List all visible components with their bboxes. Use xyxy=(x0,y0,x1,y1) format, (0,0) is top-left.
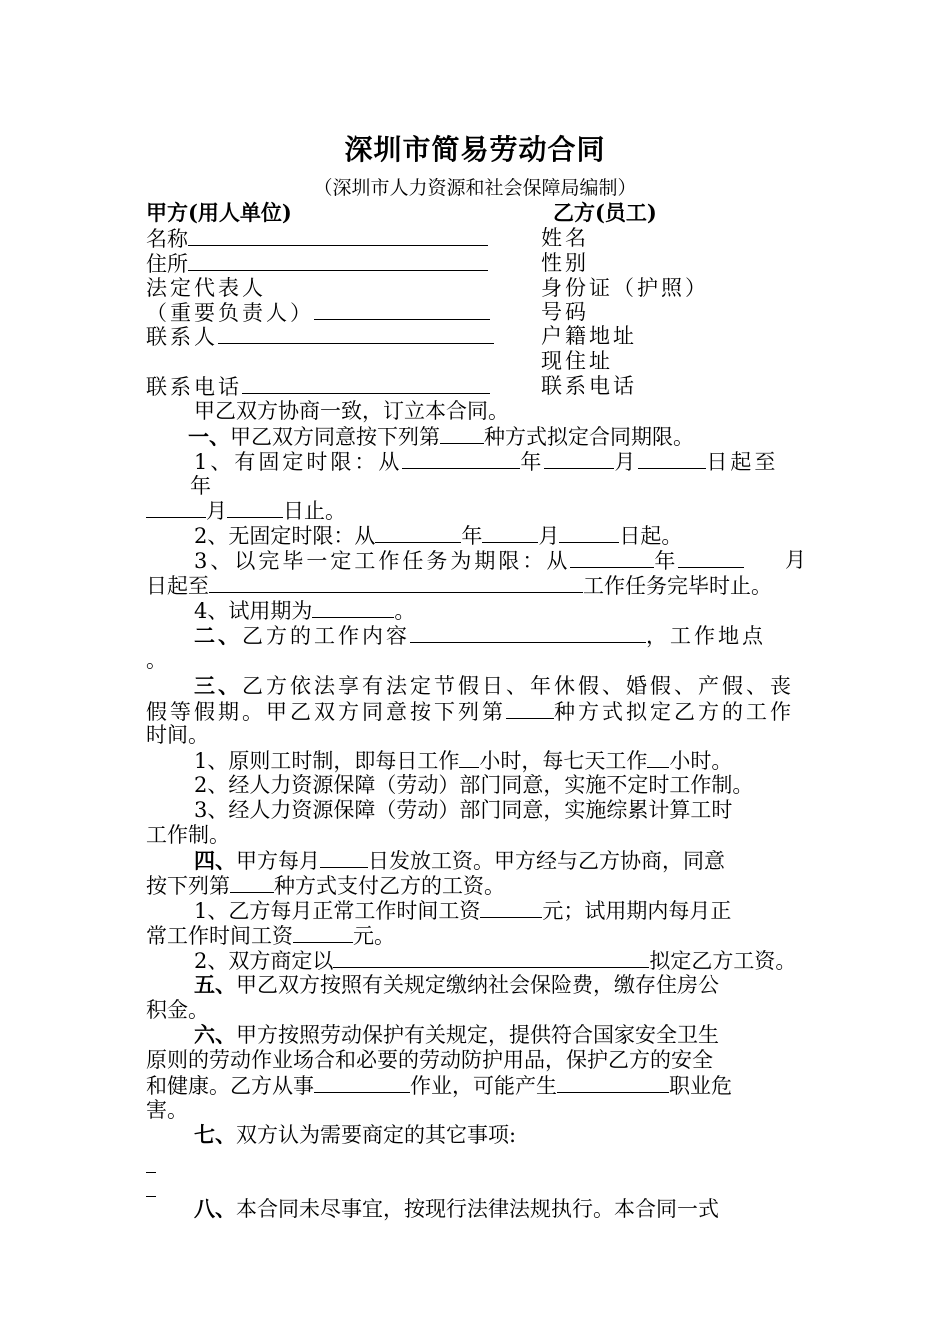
open-from-year-field[interactable] xyxy=(375,522,461,543)
section-6-line-4: 害。 xyxy=(146,1098,188,1122)
party-a-address-row xyxy=(146,250,488,277)
probation-wage-field[interactable] xyxy=(293,922,353,943)
fixed-to-day-field[interactable] xyxy=(227,497,283,518)
fixed-to-year-label: 年 xyxy=(190,474,211,498)
fixed-from-month-field[interactable] xyxy=(544,448,614,469)
party-b-heading: 乙方(员工) xyxy=(553,200,657,225)
section-3-item-1: 1、原则工时制，即每日工作 小时，每七天工作 小时。 xyxy=(194,749,733,773)
task-from-month-field[interactable] xyxy=(678,547,744,568)
section-6-line-3: 和健康。乙方从事 作业，可能产生 职业危 xyxy=(146,1074,732,1098)
party-a-phone-field[interactable] xyxy=(242,373,490,394)
section-1-item-4: 4、试用期为 。 xyxy=(194,599,416,623)
party-a-contact-row xyxy=(146,323,494,350)
party-a-name-row xyxy=(146,225,488,252)
section-1-item-3: 3、以完毕一定工作任务为期限：从 年 xyxy=(194,547,744,574)
section-3-item-3-end: 工作制。 xyxy=(146,823,230,847)
party-b-gender-label: 性别 xyxy=(541,251,589,275)
party-a-phone-label: 联系电话 xyxy=(146,375,242,399)
party-a-principal-row xyxy=(146,299,490,326)
section-1-item-2: 2、无固定时限：从 年 月 日起。 xyxy=(194,524,683,548)
task-from-year-field[interactable] xyxy=(570,547,654,568)
party-a-contact-field[interactable] xyxy=(218,323,494,344)
section-6-heading: 六、甲方按照劳动保护有关规定，提供符合国家安全卫生 xyxy=(194,1022,719,1047)
open-from-month-field[interactable] xyxy=(482,522,538,543)
section-1-item-3-end: 日起至 工作任务完毕时止。 xyxy=(146,574,772,598)
section-5-line-2: 积金。 xyxy=(146,998,209,1022)
section-4-item-2: 2、双方商定以 拟定乙方工资。 xyxy=(194,949,797,973)
party-a-phone-row xyxy=(146,373,490,400)
section-1-item-1: 1、有固定时限：从 年 月 日起至 xyxy=(194,450,779,474)
party-a-address-field[interactable] xyxy=(188,250,488,271)
party-b-name-label: 姓名 xyxy=(541,226,589,250)
party-a-heading: 甲方(用人单位) xyxy=(146,200,292,225)
party-a-address-label: 住所 xyxy=(146,252,188,276)
fixed-to-month-field[interactable] xyxy=(146,497,206,518)
intro-text: 甲乙双方协商一致，订立本合同。 xyxy=(194,399,509,423)
probation-field[interactable] xyxy=(312,597,394,618)
fixed-from-day-field[interactable] xyxy=(638,448,706,469)
other-matters-line-1[interactable] xyxy=(146,1152,156,1179)
term-choice-field[interactable] xyxy=(440,423,484,444)
hours-choice-field[interactable] xyxy=(506,698,554,719)
section-3-item-3: 3、经人力资源保障（劳动）部门同意，实施综累计算工时 xyxy=(194,798,733,822)
section-3-line-3: 时间。 xyxy=(146,723,209,747)
section-3-item-2: 2、经人力资源保障（劳动）部门同意，实施不定时工作制。 xyxy=(194,773,754,797)
section-8-heading: 八、本合同未尽事宜，按现行法律法规执行。本合同一式 xyxy=(194,1196,719,1221)
wage-basis-field[interactable] xyxy=(333,947,649,968)
section-7-heading: 七、双方认为需要商定的其它事项: xyxy=(194,1122,517,1147)
other-matters-line-2[interactable] xyxy=(146,1176,156,1203)
work-type-field[interactable] xyxy=(314,1072,410,1093)
task-description-field[interactable] xyxy=(209,572,583,593)
daily-hours-field[interactable] xyxy=(459,747,479,768)
party-a-principal-field[interactable] xyxy=(314,299,490,320)
party-a-legal-rep-label: 法定代表人 xyxy=(146,276,266,300)
pay-method-field[interactable] xyxy=(230,872,274,893)
party-a-name-label: 名称 xyxy=(146,227,188,251)
section-6-line-2: 原则的劳动作业场合和必要的劳动防护用品，保护乙方的安全 xyxy=(146,1048,713,1072)
job-content-field[interactable] xyxy=(410,622,646,643)
party-b-hukou-label: 户籍地址 xyxy=(541,324,637,348)
section-4-line-2: 按下列第 种方式支付乙方的工资。 xyxy=(146,874,505,898)
hazard-field[interactable] xyxy=(557,1072,669,1093)
party-a-contact-label: 联系人 xyxy=(146,325,218,349)
payday-field[interactable] xyxy=(320,847,368,868)
section-4-heading: 四、甲方每月 日发放工资。甲方经与乙方协商，同意 xyxy=(194,848,725,873)
section-1-item-1-end: 月 日止。 xyxy=(146,497,346,524)
section-2-heading: 二、乙方的工作内容 ，工作地点 xyxy=(194,623,766,648)
section-3-line-2: 假等假期。甲乙双方同意按下列第 种方式拟定乙方的工作 xyxy=(146,700,794,724)
party-a-name-field[interactable] xyxy=(188,225,488,246)
section-2-end: 。 xyxy=(146,648,167,672)
party-a-principal-label: （重要负责人） xyxy=(146,301,314,325)
party-b-id-label: 身份证（护照） xyxy=(541,276,709,300)
task-from-month-label: 月 xyxy=(785,548,806,572)
page-subtitle: （深圳市人力资源和社会保障局编制） xyxy=(313,177,637,199)
open-from-day-field[interactable] xyxy=(559,522,619,543)
section-4-item-1-end: 常工作时间工资 元。 xyxy=(146,924,395,948)
section-3-heading: 三、乙方依法享有法定节假日、年休假、婚假、产假、丧 xyxy=(194,673,794,698)
monthly-wage-field[interactable] xyxy=(480,897,542,918)
section-1-heading: 一、甲乙双方同意按下列第 种方式拟定合同期限。 xyxy=(188,424,694,449)
party-b-phone-label: 联系电话 xyxy=(541,374,637,398)
party-b-number-label: 号码 xyxy=(541,300,589,324)
party-b-residence-label: 现住址 xyxy=(541,349,613,373)
fixed-from-year-field[interactable] xyxy=(402,448,520,469)
section-5-heading: 五、甲乙双方按照有关规定缴纳社会保险费，缴存住房公 xyxy=(194,972,719,997)
weekly-hours-field[interactable] xyxy=(647,747,669,768)
section-4-item-1: 1、乙方每月正常工作时间工资 元；试用期内每月正 xyxy=(194,899,732,923)
page-title: 深圳市简易劳动合同 xyxy=(344,133,606,166)
